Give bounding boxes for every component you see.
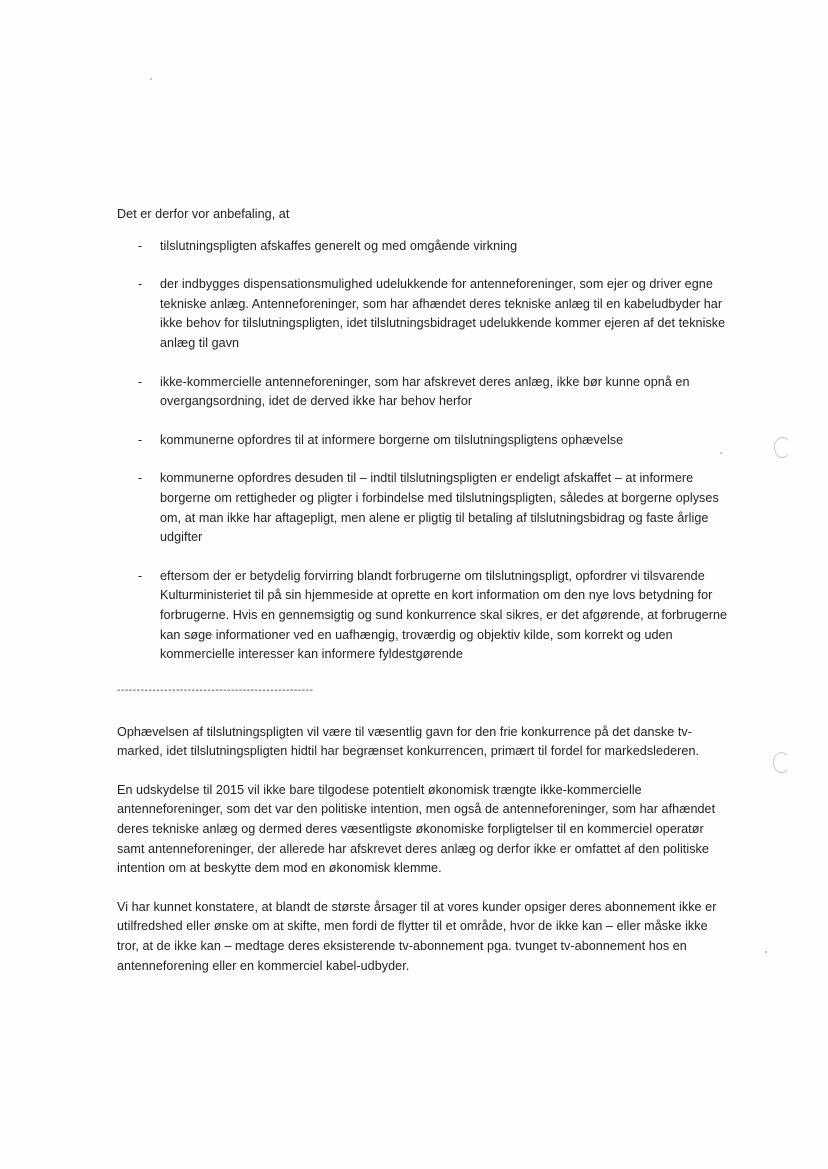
body-paragraph: Vi har kunnet konstatere, at blandt de største årsager til at vores kunder opsiger deres abonnement ikke er utilfredshed eller ønske om at skifte, men fordi de flytter til et område, hvor de ikke kan – eller måske ikke tror, at de ikke kan – medtage deres eksisterende tv-abonnement pga. tvunget tv-abonnement hos en antenneforening eller en kommerciel kabel-udbyder. (117, 899, 717, 973)
section-separator: -------------------------------------------------- (117, 684, 314, 696)
list-item (117, 567, 729, 665)
list-item-text: der indbygges dispensationsmulighed udelukkende for antenneforeninger, som ejer og driver egne tekniske anlæg. Antenneforeninger, som har afhændet deres tekniske anlæg til en kabeludbyder har ikke behov for tilslutningspligten, idet tilslutningsbidraget udelukkende kommer ejeren af det tekniske anlæg til gavn (160, 277, 726, 350)
list-item (117, 237, 729, 257)
bullet-dash: - (138, 374, 143, 389)
scan-speck (150, 78, 152, 80)
bullet-dash: - (138, 238, 143, 253)
body-paragraph: Ophævelsen af tilslutningspligten vil være til væsentlig gavn for den frie konkurrence på det danske tv-marked, idet tilslutningspligten hidtil har begrænset konkurrencen, primært til fordel for markedslederen. (117, 724, 700, 759)
list-item-text: kommunerne opfordres desuden til – indtil tilslutningspligten er endeligt afskaffet – at informere borgerne om rettigheder og pligter i forbindelse med tilslutningspligten, således at borgerne oplyses om, at man ikke har aftagepligt, men alene er pligtig til betaling af tilslutningsbidrag og faste årlige udgifter (160, 471, 719, 545)
list-item-text: kommunerne opfordres til at informere borgerne om tilslutningspligtens ophævelse (160, 432, 624, 447)
list-item (117, 431, 729, 451)
bullet-dash: - (138, 432, 143, 447)
punch-hole-mark (773, 752, 790, 773)
intro-text: Det er derfor vor anbefaling, at (117, 207, 290, 221)
bullet-dash: - (138, 277, 143, 292)
document-body (117, 205, 729, 995)
body-paragraph: En udskydelse til 2015 vil ikke bare tilgodese potentielt økonomisk trængte ikke-kommercielle antenneforeninger, som det var den politiske intention, men også de antenneforeninger, som har afhændet deres tekniske anlæg og dermed deres væsentligste økonomiske forpligtelser til en kommerciel operatør samt antenneforeninger, der allerede har afskrevet deres anlæg og derfor ikke er omfattet af den politiske intention om at beskytte dem mod en økonomisk klemme. (117, 782, 716, 876)
list-item (117, 275, 729, 353)
scan-speck (765, 951, 767, 953)
list-item (117, 373, 729, 412)
list-item (117, 469, 729, 547)
punch-hole-mark (774, 437, 791, 458)
list-item-text: eftersom der er betydelig forvirring blandt forbrugerne om tilslutningspligt, opfordrer vi tilsvarende Kulturministeriet til på sin hjemmeside at oprette en kort information om den nye lovs betydning for forbrugerne. Hvis en gennemsigtig og sund konkurrence skal sikres, er det afgørende, at forbrugerne kan søge informationer ved en uafhængig, troværdig og objektiv kilde, som korrekt og uden kommercielle interesser kan informere fyldestgørende (160, 568, 728, 662)
list-item-text: ikke-kommercielle antenneforeninger, som har afskrevet deres anlæg, ikke bør kunne opnå en overgangsordning, idet de derved ikke har behov herfor (160, 374, 690, 409)
list-item-text: tilslutningspligten afskaffes generelt og med omgående virkning (160, 238, 518, 253)
bullet-dash: - (138, 471, 143, 486)
bullet-dash: - (138, 568, 143, 583)
recommendation-list (117, 237, 729, 665)
